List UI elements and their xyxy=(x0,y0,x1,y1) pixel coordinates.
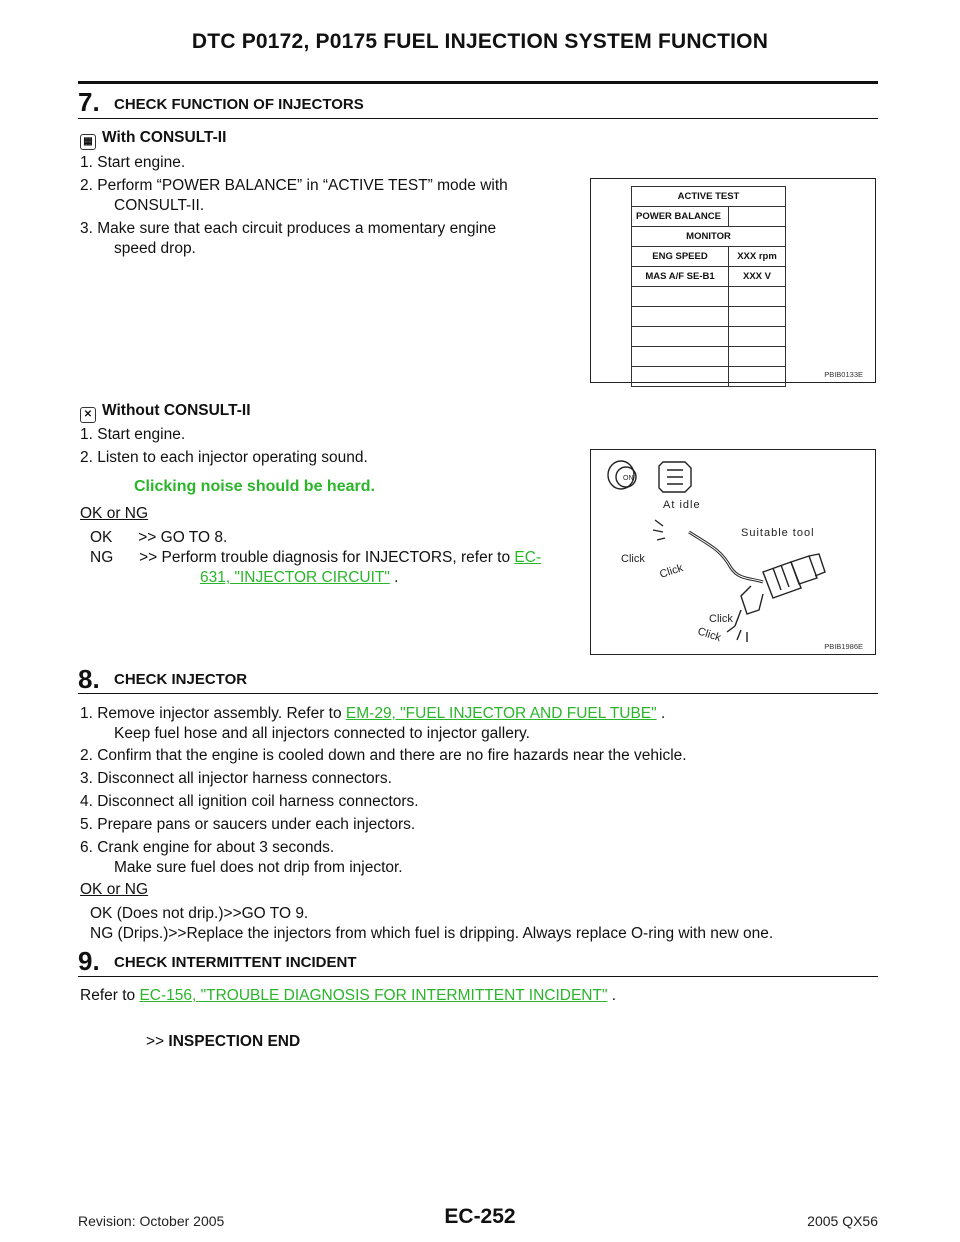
table-power-balance: POWER BALANCE xyxy=(632,207,729,227)
consult-screen-figure xyxy=(590,178,876,383)
step-7-ng-line-2: 631, "INJECTOR CIRCUIT" . xyxy=(200,569,399,586)
step-8-heading: CHECK INJECTOR xyxy=(114,671,248,688)
click-label-3: Click xyxy=(709,613,733,625)
click-label-4: Click xyxy=(696,625,723,645)
click-label-1: Click xyxy=(621,553,645,565)
table-eng-speed-value: XXX rpm xyxy=(729,247,786,267)
ec-631-link-a[interactable]: EC- xyxy=(514,549,542,566)
step-7-with-2b: CONSULT-II. xyxy=(114,197,205,214)
step-8-s4: 4. Disconnect all ignition coil harness connectors. xyxy=(80,793,419,810)
at-idle-label: At idle xyxy=(663,499,701,511)
click-label-2: Click xyxy=(658,562,685,581)
step-8-s5: 5. Prepare pans or saucers under each injectors. xyxy=(80,816,416,833)
step-8-s1: 1. Remove injector assembly. Refer to EM-29, "FUEL INJECTOR AND FUEL TUBE" . xyxy=(80,705,666,722)
step-8-s6: 6. Crank engine for about 3 seconds. xyxy=(80,839,335,856)
step-8-ok: OK (Does not drip.)>>GO TO 9. xyxy=(90,905,309,922)
step-7-ng-line xyxy=(90,548,541,568)
step-7-heading: CHECK FUNCTION OF INJECTORS xyxy=(114,96,364,113)
footer-model: 2005 QX56 xyxy=(807,1213,878,1229)
step-9-refer: Refer to EC-156, "TROUBLE DIAGNOSIS FOR INTERMITTENT INCIDENT" . xyxy=(80,987,617,1004)
without-consult-label: Without CONSULT-II xyxy=(102,402,251,419)
step-7-with-1: 1. Start engine. xyxy=(80,154,186,171)
step-8-number: 8. xyxy=(78,664,100,694)
on-label: ON xyxy=(623,475,634,482)
step-7-ng-text: NG >> Perform trouble diagnosis for INJECTORS, refer to xyxy=(90,549,511,566)
clicking-note: Clicking noise should be heard. xyxy=(134,478,375,495)
step-8-s2: 2. Confirm that the engine is cooled down and there are no fire hazards near the vehicle. xyxy=(80,747,687,764)
ec-156-link[interactable]: EC-156, "TROUBLE DIAGNOSIS FOR INTERMITTENT INCIDENT" xyxy=(139,987,608,1004)
step-8-rule xyxy=(78,693,878,694)
step-7-without-2: 2. Listen to each injector operating sound. xyxy=(80,449,368,466)
step-7-ok: OK >> GO TO 8. xyxy=(90,529,228,546)
step-7-ok-ng: OK or NG xyxy=(80,505,149,522)
em-29-link[interactable]: EM-29, "FUEL INJECTOR AND FUEL TUBE" xyxy=(345,705,657,722)
suitable-tool-label: Suitable tool xyxy=(741,527,815,539)
without-consult-line xyxy=(80,401,251,423)
step-8-s3: 3. Disconnect all injector harness connectors. xyxy=(80,770,392,787)
active-test-table xyxy=(631,186,786,387)
inspection-end: >> INSPECTION END xyxy=(146,1033,301,1050)
step-7-without-1: 1. Start engine. xyxy=(80,426,186,443)
step-9-rule xyxy=(78,976,878,977)
step-9-number: 9. xyxy=(78,946,100,976)
with-consult-label: With CONSULT-II xyxy=(102,129,227,146)
consult-tool-icon: ▦ xyxy=(80,134,96,150)
header-rule xyxy=(78,81,878,84)
footer-page-number: EC-252 xyxy=(444,1205,516,1228)
table-monitor: MONITOR xyxy=(632,227,786,247)
step-7-rule xyxy=(78,118,878,119)
page-title: DTC P0172, P0175 FUEL INJECTION SYSTEM FUNCTION xyxy=(191,30,769,53)
step-8-s1b: Keep fuel hose and all injectors connected to injector gallery. xyxy=(114,725,530,742)
table-eng-speed: ENG SPEED xyxy=(632,247,729,267)
figure-2-code: PBIB1986E xyxy=(824,642,863,651)
step-7-number: 7. xyxy=(78,87,100,117)
injector-figure xyxy=(590,449,876,655)
footer-revision: Revision: October 2005 xyxy=(78,1213,225,1229)
table-mas-af-value: XXX V xyxy=(729,267,786,287)
injector-illustration xyxy=(591,450,875,654)
step-8-s6b: Make sure fuel does not drip from injector. xyxy=(114,859,403,876)
step-9-heading: CHECK INTERMITTENT INCIDENT xyxy=(114,954,357,971)
step-7-with-2: 2. Perform “POWER BALANCE” in “ACTIVE TEST” mode with xyxy=(80,177,508,194)
no-consult-icon: ✕ xyxy=(80,407,96,423)
table-mas-af: MAS A/F SE-B1 xyxy=(632,267,729,287)
figure-1-code: PBIB0133E xyxy=(824,370,863,379)
step-8-ng: NG (Drips.)>>Replace the injectors from which fuel is dripping. Always replace O-ring with new one. xyxy=(90,925,774,942)
table-title: ACTIVE TEST xyxy=(632,187,786,207)
with-consult-line xyxy=(80,128,226,150)
step-7-with-3: 3. Make sure that each circuit produces a momentary engine xyxy=(80,220,497,237)
ec-631-link-b[interactable]: 631, "INJECTOR CIRCUIT" xyxy=(200,569,390,586)
step-7-with-3b: speed drop. xyxy=(114,240,196,257)
step-8-ok-ng: OK or NG xyxy=(80,881,149,898)
